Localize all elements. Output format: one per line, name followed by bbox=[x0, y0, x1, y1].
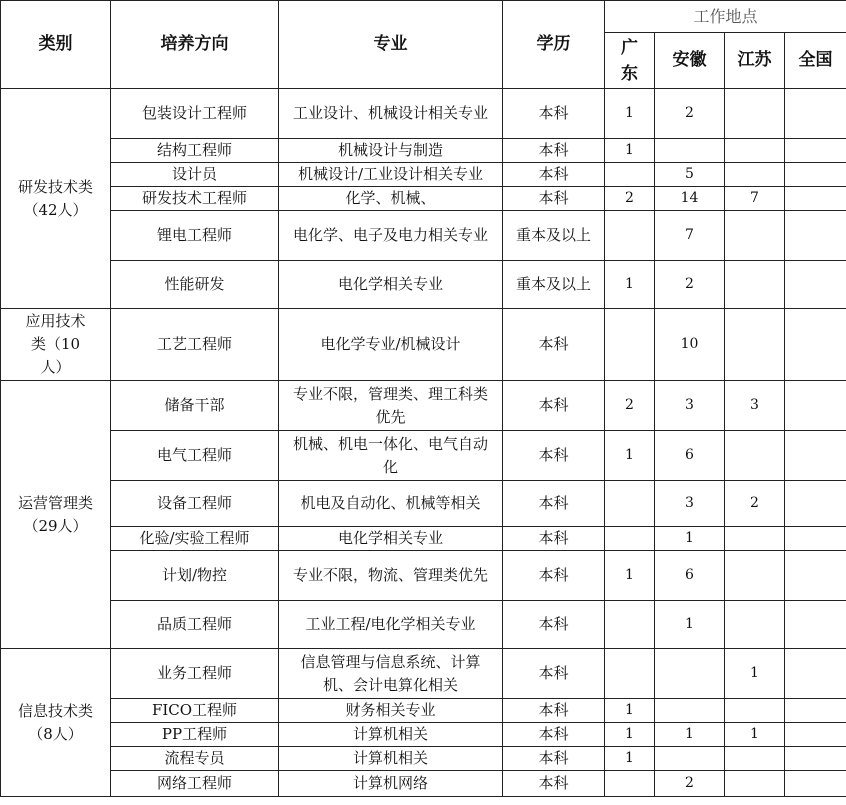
count-guangdong: 1 bbox=[605, 699, 655, 723]
header-location-jiangsu: 江苏 bbox=[725, 33, 785, 89]
education-cell: 本科 bbox=[503, 163, 605, 187]
count-jiangsu bbox=[725, 431, 785, 481]
count-guangdong: 1 bbox=[605, 431, 655, 481]
count-national bbox=[785, 163, 846, 187]
direction-cell: 网络工程师 bbox=[111, 771, 279, 797]
major-cell: 电化学、电子及电力相关专业 bbox=[279, 211, 503, 261]
count-guangdong bbox=[605, 649, 655, 699]
count-national bbox=[785, 187, 846, 211]
direction-cell: 设计员 bbox=[111, 163, 279, 187]
table-row bbox=[1, 309, 846, 381]
count-guangdong bbox=[605, 601, 655, 649]
education-cell: 本科 bbox=[503, 601, 605, 649]
count-anhui: 10 bbox=[655, 309, 725, 381]
count-anhui: 6 bbox=[655, 431, 725, 481]
direction-cell: 锂电工程师 bbox=[111, 211, 279, 261]
count-jiangsu bbox=[725, 771, 785, 797]
count-jiangsu bbox=[725, 309, 785, 381]
table-row bbox=[1, 747, 846, 771]
count-national bbox=[785, 261, 846, 309]
table-row bbox=[1, 187, 846, 211]
count-national bbox=[785, 139, 846, 163]
direction-cell: 结构工程师 bbox=[111, 139, 279, 163]
table-row bbox=[1, 89, 846, 139]
count-guangdong: 2 bbox=[605, 187, 655, 211]
major-cell: 电化学专业/机械设计 bbox=[279, 309, 503, 381]
count-national bbox=[785, 601, 846, 649]
major-cell: 工业工程/电化学相关专业 bbox=[279, 601, 503, 649]
table-row bbox=[1, 601, 846, 649]
count-guangdong bbox=[605, 211, 655, 261]
count-guangdong: 1 bbox=[605, 723, 655, 747]
major-cell: 信息管理与信息系统、计算机、会计电算化相关 bbox=[279, 649, 503, 699]
table-row bbox=[1, 723, 846, 747]
count-anhui: 2 bbox=[655, 89, 725, 139]
education-cell: 本科 bbox=[503, 309, 605, 381]
direction-cell: FICO工程师 bbox=[111, 699, 279, 723]
major-cell: 机械、机电一体化、电气自动化 bbox=[279, 431, 503, 481]
count-national bbox=[785, 381, 846, 431]
table-row bbox=[1, 551, 846, 601]
major-cell: 机械设计/工业设计相关专业 bbox=[279, 163, 503, 187]
direction-cell: 储备干部 bbox=[111, 381, 279, 431]
direction-cell: 工艺工程师 bbox=[111, 309, 279, 381]
major-cell: 机械设计与制造 bbox=[279, 139, 503, 163]
count-guangdong bbox=[605, 481, 655, 527]
table-row bbox=[1, 211, 846, 261]
count-anhui: 1 bbox=[655, 527, 725, 551]
major-cell: 计算机相关 bbox=[279, 723, 503, 747]
education-cell: 本科 bbox=[503, 551, 605, 601]
count-anhui bbox=[655, 747, 725, 771]
category-cell: 研发技术类（42人） bbox=[1, 89, 111, 309]
direction-cell: PP工程师 bbox=[111, 723, 279, 747]
count-national bbox=[785, 649, 846, 699]
count-anhui: 1 bbox=[655, 601, 725, 649]
count-anhui: 14 bbox=[655, 187, 725, 211]
header-education: 学历 bbox=[503, 1, 605, 89]
count-jiangsu bbox=[725, 211, 785, 261]
header-location-anhui: 安徽 bbox=[655, 33, 725, 89]
direction-cell: 流程专员 bbox=[111, 747, 279, 771]
direction-cell: 设备工程师 bbox=[111, 481, 279, 527]
count-anhui: 1 bbox=[655, 723, 725, 747]
count-guangdong bbox=[605, 527, 655, 551]
education-cell: 本科 bbox=[503, 771, 605, 797]
header-location-guangdong: 广东 bbox=[605, 33, 655, 89]
count-national bbox=[785, 699, 846, 723]
table-row bbox=[1, 261, 846, 309]
header-location-national: 全国 bbox=[785, 33, 846, 89]
direction-cell: 计划/物控 bbox=[111, 551, 279, 601]
count-national bbox=[785, 771, 846, 797]
count-guangdong bbox=[605, 771, 655, 797]
count-anhui: 5 bbox=[655, 163, 725, 187]
count-jiangsu bbox=[725, 527, 785, 551]
education-cell: 本科 bbox=[503, 139, 605, 163]
direction-cell: 业务工程师 bbox=[111, 649, 279, 699]
count-national bbox=[785, 747, 846, 771]
education-cell: 本科 bbox=[503, 381, 605, 431]
count-national bbox=[785, 723, 846, 747]
category-cell: 应用技术类（10人） bbox=[1, 309, 111, 381]
table-row bbox=[1, 381, 846, 431]
education-cell: 本科 bbox=[503, 187, 605, 211]
table-row bbox=[1, 699, 846, 723]
major-cell: 电化学相关专业 bbox=[279, 527, 503, 551]
count-jiangsu bbox=[725, 551, 785, 601]
count-anhui bbox=[655, 139, 725, 163]
direction-cell: 化验/实验工程师 bbox=[111, 527, 279, 551]
major-cell: 电化学相关专业 bbox=[279, 261, 503, 309]
table-row bbox=[1, 481, 846, 527]
count-guangdong: 1 bbox=[605, 747, 655, 771]
major-cell: 计算机相关 bbox=[279, 747, 503, 771]
major-cell: 化学、机械、 bbox=[279, 187, 503, 211]
count-national bbox=[785, 431, 846, 481]
direction-cell: 研发技术工程师 bbox=[111, 187, 279, 211]
table-row bbox=[1, 771, 846, 797]
table-row bbox=[1, 431, 846, 481]
count-jiangsu bbox=[725, 139, 785, 163]
direction-cell: 电气工程师 bbox=[111, 431, 279, 481]
count-jiangsu bbox=[725, 699, 785, 723]
header-location-title: 工作地点 bbox=[605, 1, 846, 33]
table-row bbox=[1, 139, 846, 163]
direction-cell: 性能研发 bbox=[111, 261, 279, 309]
count-guangdong bbox=[605, 163, 655, 187]
education-cell: 本科 bbox=[503, 747, 605, 771]
count-guangdong bbox=[605, 309, 655, 381]
count-jiangsu: 3 bbox=[725, 381, 785, 431]
education-cell: 本科 bbox=[503, 699, 605, 723]
count-national bbox=[785, 89, 846, 139]
education-cell: 本科 bbox=[503, 723, 605, 747]
education-cell: 重本及以上 bbox=[503, 211, 605, 261]
count-jiangsu bbox=[725, 261, 785, 309]
count-national bbox=[785, 481, 846, 527]
header-major: 专业 bbox=[279, 1, 503, 89]
major-cell: 计算机网络 bbox=[279, 771, 503, 797]
count-jiangsu: 7 bbox=[725, 187, 785, 211]
count-national bbox=[785, 551, 846, 601]
major-cell: 财务相关专业 bbox=[279, 699, 503, 723]
education-cell: 本科 bbox=[503, 481, 605, 527]
education-cell: 本科 bbox=[503, 527, 605, 551]
count-national bbox=[785, 309, 846, 381]
major-cell: 专业不限，管理类、理工科类优先 bbox=[279, 381, 503, 431]
count-jiangsu bbox=[725, 89, 785, 139]
direction-cell: 品质工程师 bbox=[111, 601, 279, 649]
table-row bbox=[1, 163, 846, 187]
count-national bbox=[785, 527, 846, 551]
major-cell: 机电及自动化、机械等相关 bbox=[279, 481, 503, 527]
count-jiangsu: 1 bbox=[725, 649, 785, 699]
education-cell: 本科 bbox=[503, 649, 605, 699]
count-anhui bbox=[655, 649, 725, 699]
education-cell: 重本及以上 bbox=[503, 261, 605, 309]
count-anhui: 3 bbox=[655, 481, 725, 527]
count-jiangsu bbox=[725, 601, 785, 649]
count-anhui: 2 bbox=[655, 771, 725, 797]
direction-cell: 包装设计工程师 bbox=[111, 89, 279, 139]
count-jiangsu: 2 bbox=[725, 481, 785, 527]
table-row bbox=[1, 527, 846, 551]
header-direction: 培养方向 bbox=[111, 1, 279, 89]
major-cell: 工业设计、机械设计相关专业 bbox=[279, 89, 503, 139]
education-cell: 本科 bbox=[503, 89, 605, 139]
count-national bbox=[785, 211, 846, 261]
count-anhui: 2 bbox=[655, 261, 725, 309]
count-anhui: 7 bbox=[655, 211, 725, 261]
table-row bbox=[1, 649, 846, 699]
header-category: 类别 bbox=[1, 1, 111, 89]
count-anhui: 6 bbox=[655, 551, 725, 601]
count-guangdong: 1 bbox=[605, 89, 655, 139]
major-cell: 专业不限，物流、管理类优先 bbox=[279, 551, 503, 601]
count-jiangsu bbox=[725, 163, 785, 187]
education-cell: 本科 bbox=[503, 431, 605, 481]
count-guangdong: 1 bbox=[605, 139, 655, 163]
count-jiangsu bbox=[725, 747, 785, 771]
category-cell: 运营管理类（29人） bbox=[1, 381, 111, 649]
count-guangdong: 1 bbox=[605, 551, 655, 601]
category-cell: 信息技术类（8人） bbox=[1, 649, 111, 797]
count-guangdong: 2 bbox=[605, 381, 655, 431]
count-jiangsu: 1 bbox=[725, 723, 785, 747]
count-anhui bbox=[655, 699, 725, 723]
count-anhui: 3 bbox=[655, 381, 725, 431]
count-guangdong: 1 bbox=[605, 261, 655, 309]
table-body bbox=[1, 89, 846, 797]
